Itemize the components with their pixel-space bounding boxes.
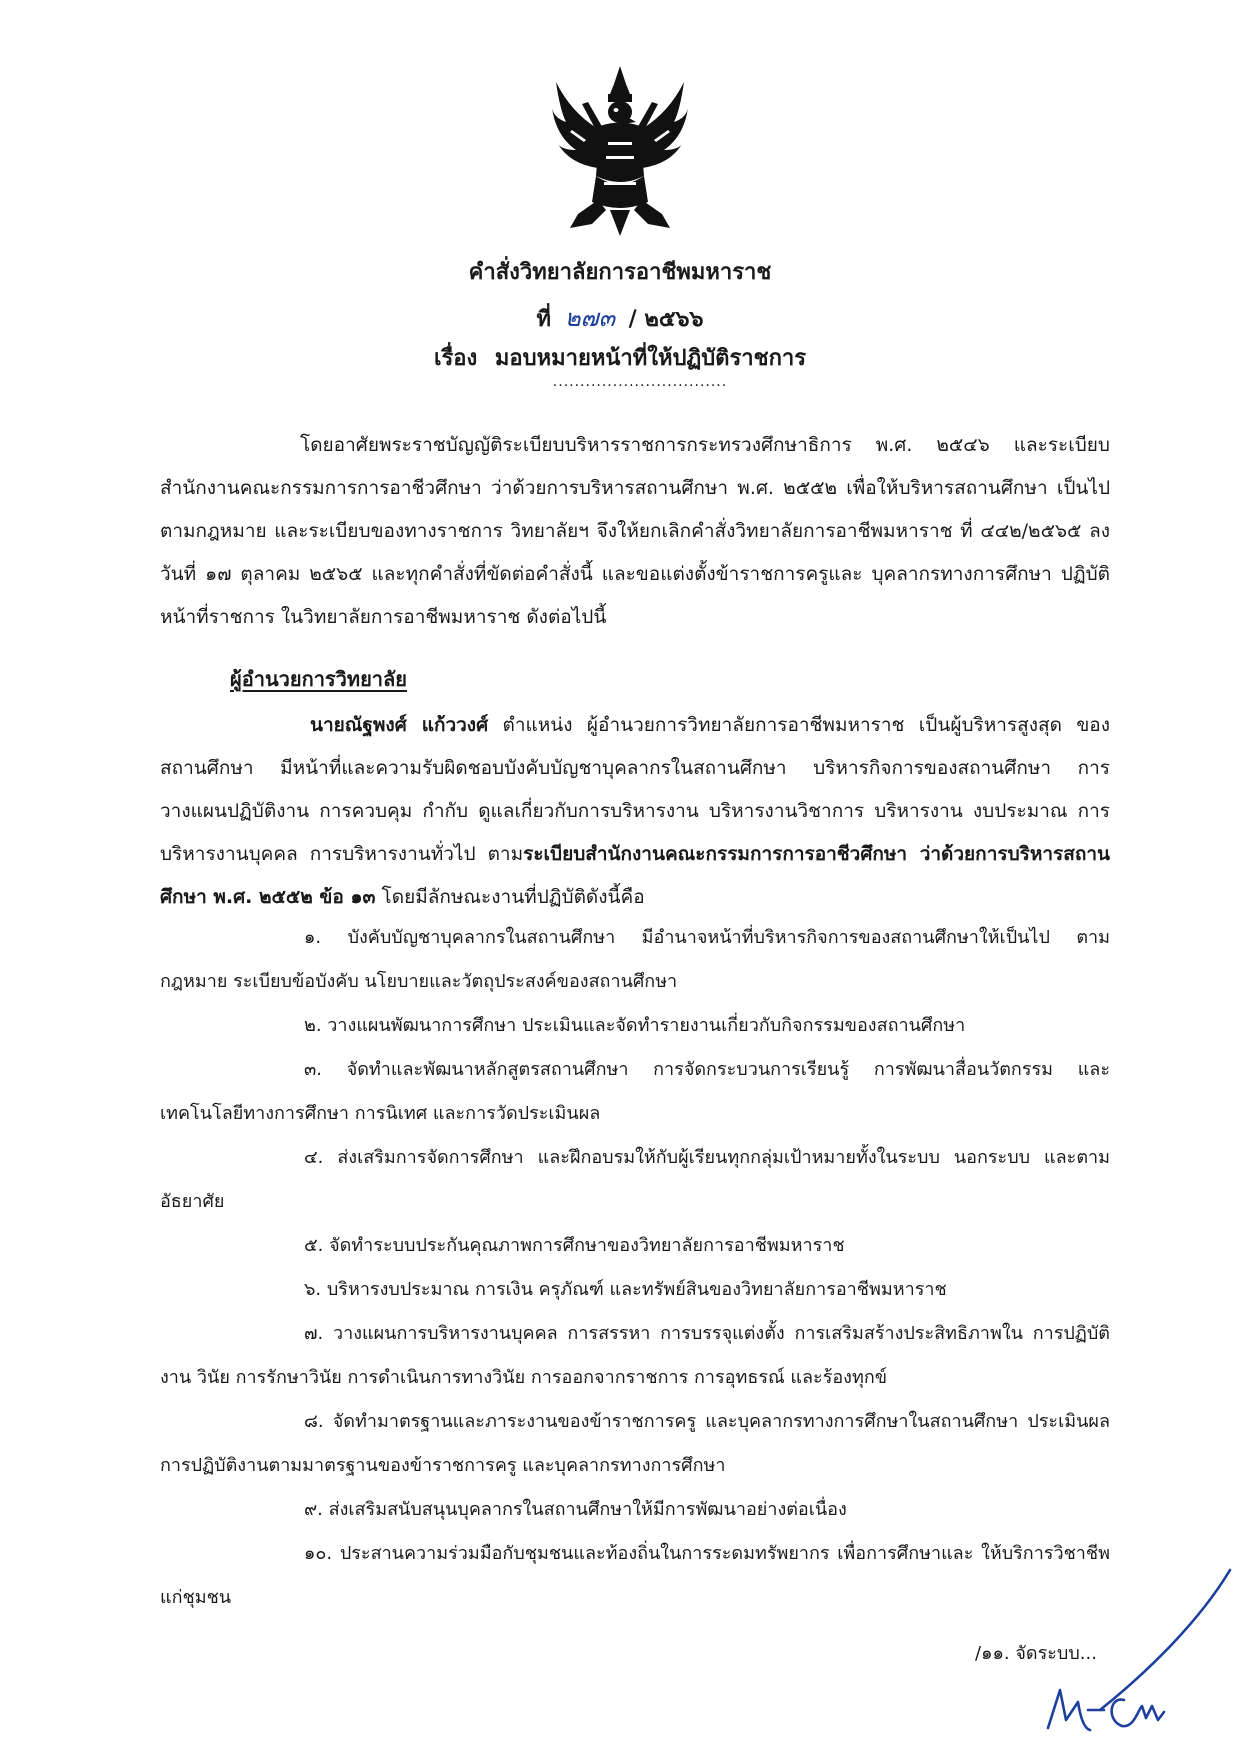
- director-name: นายณัฐพงศ์ แก้ววงศ์: [310, 714, 489, 736]
- section-heading: ผู้อำนวยการวิทยาลัย: [230, 667, 408, 691]
- order-number-handwritten: ๒๗๓: [564, 304, 615, 332]
- duty-item: ๘. จัดทำมาตรฐานและภาระงานของข้าราชการครู และบุคลากรทางการศึกษาในสถานศึกษา ประเมินผลการปฏิบัติงานตามมาตรฐานของข้าราชการครู และบุคลากรทางการศึกษา: [160, 1411, 1110, 1476]
- duty-item: ๖. บริหารงบประมาณ การเงิน ครุภัณฑ์ และทรัพย์สินของวิทยาลัยการอาชีพมหาราช: [304, 1279, 947, 1300]
- director-tail: โดยมีลักษณะงานที่ปฏิบัติดังนี้คือ: [381, 886, 645, 908]
- order-title: คำสั่งวิทยาลัยการอาชีพมหาราช: [468, 260, 772, 285]
- header-separator: ................................: [552, 374, 728, 390]
- intro-paragraph: โดยอาศัยพระราชบัญญัติระเบียบบริหารราชการกระทรวงศึกษาธิการ พ.ศ. ๒๕๔๖ และระเบียบ สำนักงานคณะกรรมการการอาชีวศึกษา ว่าด้วยการบริหารสถานศึกษา พ.ศ. ๒๕๕๒ เพื่อให้บริหารสถานศึกษา เป็นไปตามกฎหมาย และระเบียบของทางราชการ วิทยาลัยฯ จึงให้ยกเลิกคำสั่งวิทยาลัยการอาชีพมหาราช ที่ ๔๔๒/๒๕๖๕ ลงวันที่ ๑๗ ตุลาคม ๒๕๖๕ และทุกคำสั่งที่ขัดต่อคำสั่งนี้ และขอแต่งตั้งข้าราชการครูและ บุคลากรทางการศึกษา ปฏิบัติหน้าที่ราชการ ในวิทยาลัยการอาชีพมหาราช ดังต่อไปนี้: [160, 434, 1110, 628]
- director-paragraph: [160, 704, 1110, 919]
- garuda-emblem-icon: [552, 64, 688, 238]
- duty-item: ๔. ส่งเสริมการจัดการศึกษา และฝึกอบรมให้กับผู้เรียนทุกกลุ่มเป้าหมายทั้งในระบบ นอกระบบ และตามอัธยาศัย: [160, 1147, 1110, 1212]
- duty-item: ๙. ส่งเสริมสนับสนุนบุคลากรในสถานศึกษาให้มีการพัฒนาอย่างต่อเนื่อง: [304, 1499, 847, 1520]
- duty-item: ๗. วางแผนการบริหารงานบุคคล การสรรหา การบรรจุแต่งตั้ง การเสริมสร้างประสิทธิภาพใน การปฏิบัติงาน วินัย การรักษาวินัย การดำเนินการทางวินัย การออกจากราชการ การอุทธรณ์ และร้องทุกข์: [160, 1323, 1110, 1388]
- signature-icon: [1030, 1560, 1240, 1750]
- director-text: ตำแหน่ง ผู้อำนวยการวิทยาลัยการอาชีพมหาราช เป็นผู้บริหารสูงสุด ของสถานศึกษา มีหน้าที่และความรับผิดชอบบังคับบัญชาบุคลากรในสถานศึกษา บริหารกิจการของสถานศึกษา การวางแผนปฏิบัติงาน การควบคุม กำกับ ดูแลเกี่ยวกับการบริหารงาน บริหารงานวิชาการ บริหารงาน งบประมาณ การบริหารงานบุคคล การบริหารงานทั่วไป ตาม: [160, 714, 1110, 865]
- duty-item: ๑๐. ประสานความร่วมมือกับชุมชนและท้องถิ่นในการระดมทรัพยากร เพื่อการศึกษาและ ให้บริการวิชาชีพแก่ชุมชน: [160, 1543, 1110, 1608]
- continuation-marker: /๑๑. จัดระบบ...: [975, 1643, 1097, 1664]
- duty-item: ๓. จัดทำและพัฒนาหลักสูตรสถานศึกษา การจัดกระบวนการเรียนรู้ การพัฒนาสื่อนวัตกรรม และเทคโนโลยีทางการศึกษา การนิเทศ และการวัดประเมินผล: [160, 1059, 1110, 1124]
- duty-item: ๒. วางแผนพัฒนาการศึกษา ประเมินและจัดทำรายงานเกี่ยวกับกิจกรรมของสถานศึกษา: [304, 1015, 966, 1036]
- subject-text: มอบหมายหน้าที่ให้ปฏิบัติราชการ: [494, 346, 807, 371]
- director-regulation: ระเบียบสำนักงานคณะกรรมการการอาชีวศึกษา ว่าด้วยการบริหารสถานศึกษา พ.ศ. ๒๕๕๒ ข้อ ๑๓: [160, 843, 1110, 908]
- duty-item: ๑. บังคับบัญชาบุคลากรในสถานศึกษา มีอำนาจหน้าที่บริหารกิจการของสถานศึกษาให้เป็นไป ตามกฎหมาย ระเบียบข้อบังคับ นโยบายและวัตถุประสงค์ของสถานศึกษา: [160, 927, 1110, 992]
- duties-list: [160, 916, 1110, 1620]
- order-subject: [0, 340, 1240, 375]
- subject-label: เรื่อง: [433, 346, 478, 371]
- order-number: [0, 298, 1240, 337]
- duty-item: ๕. จัดทำระบบประกันคุณภาพการศึกษาของวิทยาลัยการอาชีพมหาราช: [304, 1235, 845, 1256]
- order-number-year: / ๒๕๖๖: [628, 307, 704, 332]
- order-number-prefix: ที่: [536, 307, 552, 332]
